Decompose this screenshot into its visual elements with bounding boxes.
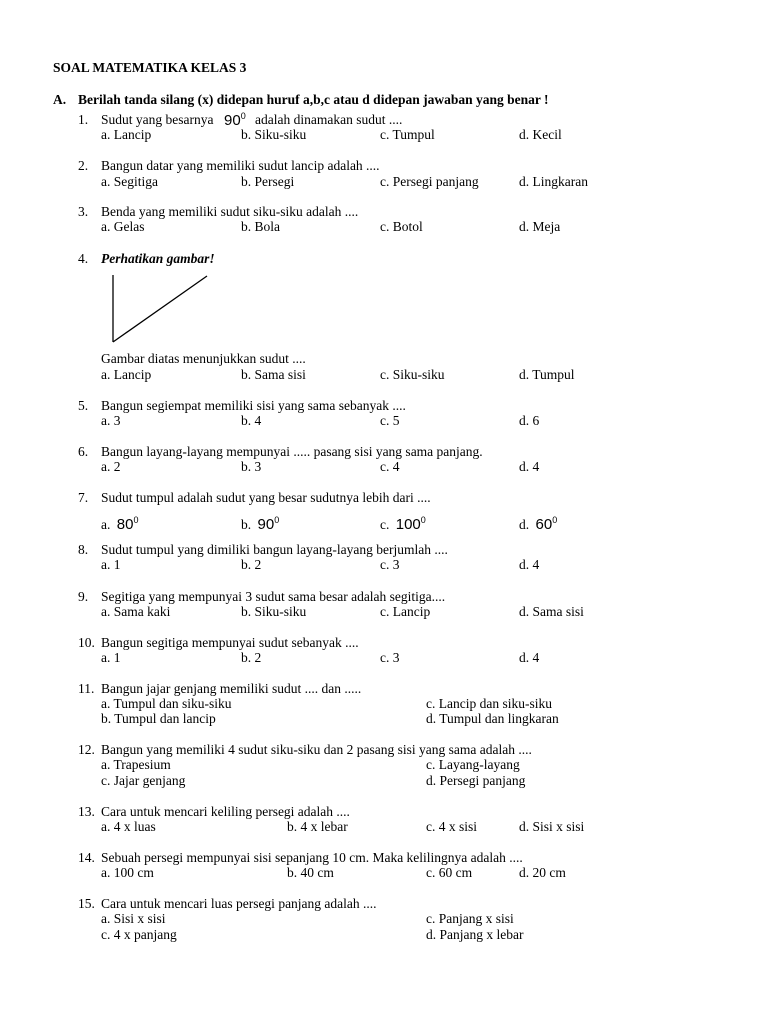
option-c[interactable]: c. 4	[380, 459, 400, 474]
angle-figure	[106, 272, 216, 348]
option-a[interactable]: a. 3	[101, 413, 121, 428]
option-c[interactable]: c. Tumpul	[380, 127, 435, 142]
question-number: 8.	[78, 542, 89, 557]
option-d[interactable]: d. 6	[519, 413, 540, 428]
option-b[interactable]: b. Siku-siku	[241, 127, 307, 142]
question-number: 13.	[78, 804, 95, 819]
question-number: 2.	[78, 158, 89, 173]
question-text: Bangun segitiga mempunyai sudut sebanyak ....	[101, 635, 359, 650]
option-c-second[interactable]: c. Jajar genjang	[101, 773, 186, 788]
option-b[interactable]: b. 3	[241, 459, 262, 474]
question-text: Bangun yang memiliki 4 sudut siku-siku dan 2 pasang sisi yang sama adalah ....	[101, 742, 532, 757]
question-number: 12.	[78, 742, 95, 757]
option-a[interactable]: a. Tumpul dan siku-siku	[101, 696, 232, 711]
option-b[interactable]: b. 4	[241, 413, 262, 428]
question-number: 1.	[78, 112, 89, 127]
option-a[interactable]: a. Trapesium	[101, 757, 171, 772]
section-letter: A.	[53, 92, 67, 107]
option-c[interactable]: c. Layang-layang	[426, 757, 520, 772]
question-text: Bangun datar yang memiliki sudut lancip adalah ....	[101, 158, 380, 173]
option-b[interactable]: b. Sama sisi	[241, 367, 306, 382]
option-d[interactable]: d. Meja	[519, 219, 561, 234]
question-text: Sebuah persegi mempunyai sisi sepanjang 10 cm. Maka kelilingnya adalah ....	[101, 850, 523, 865]
page-title: SOAL MATEMATIKA KELAS 3	[53, 60, 247, 75]
option-c[interactable]: c. Lancip dan siku-siku	[426, 696, 552, 711]
question-text: Sudut tumpul yang dimiliki bangun layang-layang berjumlah ....	[101, 542, 448, 557]
figure-caption: Gambar diatas menunjukkan sudut ....	[101, 351, 306, 366]
option-c[interactable]: c. 60 cm	[426, 865, 473, 880]
option-b[interactable]: b. 2	[241, 557, 262, 572]
option-b[interactable]: b. $90^0$	[241, 515, 280, 533]
question-text: Bangun layang-layang mempunyai ..... pasang sisi yang sama panjang.	[101, 444, 483, 459]
option-d[interactable]: d. Panjang x lebar	[426, 927, 524, 942]
question-text: Segitiga yang mempunyai 3 sudut sama besar adalah segitiga....	[101, 589, 446, 604]
option-d[interactable]: d. Persegi panjang	[426, 773, 526, 788]
option-b[interactable]: b. Persegi	[241, 174, 295, 189]
question-number: 7.	[78, 490, 89, 505]
option-a[interactable]: a. 1	[101, 557, 121, 572]
option-d[interactable]: d. Tumpul dan lingkaran	[426, 711, 559, 726]
option-a[interactable]: a. Lancip	[101, 367, 152, 382]
option-b[interactable]: b. Siku-siku	[241, 604, 307, 619]
option-d[interactable]: d. Sama sisi	[519, 604, 584, 619]
question-number: 15.	[78, 896, 95, 911]
question-text: Sudut yang besarnya	[101, 112, 214, 127]
option-d[interactable]: d. Sisi x sisi	[519, 819, 585, 834]
question-text: Cara untuk mencari luas persegi panjang adalah ....	[101, 896, 377, 911]
option-c[interactable]: c. 3	[380, 650, 400, 665]
option-c[interactable]: c. Siku-siku	[380, 367, 445, 382]
degree-value: $90^0$	[224, 111, 246, 129]
option-a[interactable]: a. Segitiga	[101, 174, 158, 189]
option-c-second[interactable]: c. 4 x panjang	[101, 927, 177, 942]
option-d[interactable]: d. 4	[519, 650, 540, 665]
question-number: 6.	[78, 444, 89, 459]
option-b[interactable]: b. Bola	[241, 219, 280, 234]
option-b[interactable]: b. 2	[241, 650, 262, 665]
option-a[interactable]: a. Lancip	[101, 127, 152, 142]
option-c[interactable]: c. Persegi panjang	[380, 174, 479, 189]
question-number: 11.	[78, 681, 95, 696]
option-b[interactable]: b. 4 x lebar	[287, 819, 348, 834]
option-c[interactable]: c. Lancip	[380, 604, 431, 619]
option-a[interactable]: a. Gelas	[101, 219, 145, 234]
question-text: Cara untuk mencari keliling persegi adalah ....	[101, 804, 350, 819]
question-number: 14.	[78, 850, 95, 865]
option-c[interactable]: c. Panjang x sisi	[426, 911, 514, 926]
question-number: 3.	[78, 204, 89, 219]
option-a[interactable]: a. 4 x luas	[101, 819, 156, 834]
option-b[interactable]: b. 40 cm	[287, 865, 334, 880]
question-number: 5.	[78, 398, 89, 413]
question-text-cont: adalah dinamakan sudut ....	[255, 112, 403, 127]
option-d[interactable]: d. 4	[519, 459, 540, 474]
option-a[interactable]: a. 1	[101, 650, 121, 665]
option-d[interactable]: d. $60^0$	[519, 515, 558, 533]
section-instruction: Berilah tanda silang (x) didepan huruf a,b,c atau d didepan jawaban yang benar !	[78, 92, 549, 107]
option-b[interactable]: b. Tumpul dan lancip	[101, 711, 216, 726]
option-d[interactable]: d. 20 cm	[519, 865, 566, 880]
option-a[interactable]: a. 100 cm	[101, 865, 154, 880]
question-number: 9.	[78, 589, 89, 604]
question-text: Sudut tumpul adalah sudut yang besar sudutnya lebih dari ....	[101, 490, 431, 505]
option-a[interactable]: a. Sama kaki	[101, 604, 171, 619]
option-d[interactable]: d. 4	[519, 557, 540, 572]
question-text: Bangun jajar genjang memiliki sudut .... dan .....	[101, 681, 362, 696]
question-text: Benda yang memiliki sudut siku-siku adalah ....	[101, 204, 359, 219]
option-d[interactable]: d. Kecil	[519, 127, 562, 142]
option-d[interactable]: d. Lingkaran	[519, 174, 588, 189]
option-c[interactable]: c. $100^0$	[380, 515, 426, 533]
question-text: Bangun segiempat memiliki sisi yang sama sebanyak ....	[101, 398, 406, 413]
option-c[interactable]: c. 5	[380, 413, 400, 428]
question-number: 4.	[78, 251, 89, 266]
option-c[interactable]: c. Botol	[380, 219, 423, 234]
option-d[interactable]: d. Tumpul	[519, 367, 575, 382]
option-a[interactable]: a. $80^0$	[101, 515, 139, 533]
angle-diagonal-ray	[113, 276, 207, 342]
option-a[interactable]: a. Sisi x sisi	[101, 911, 166, 926]
question-number: 10.	[78, 635, 95, 650]
question-text: Perhatikan gambar!	[101, 251, 215, 266]
option-c[interactable]: c. 3	[380, 557, 400, 572]
option-a[interactable]: a. 2	[101, 459, 121, 474]
option-c[interactable]: c. 4 x sisi	[426, 819, 478, 834]
